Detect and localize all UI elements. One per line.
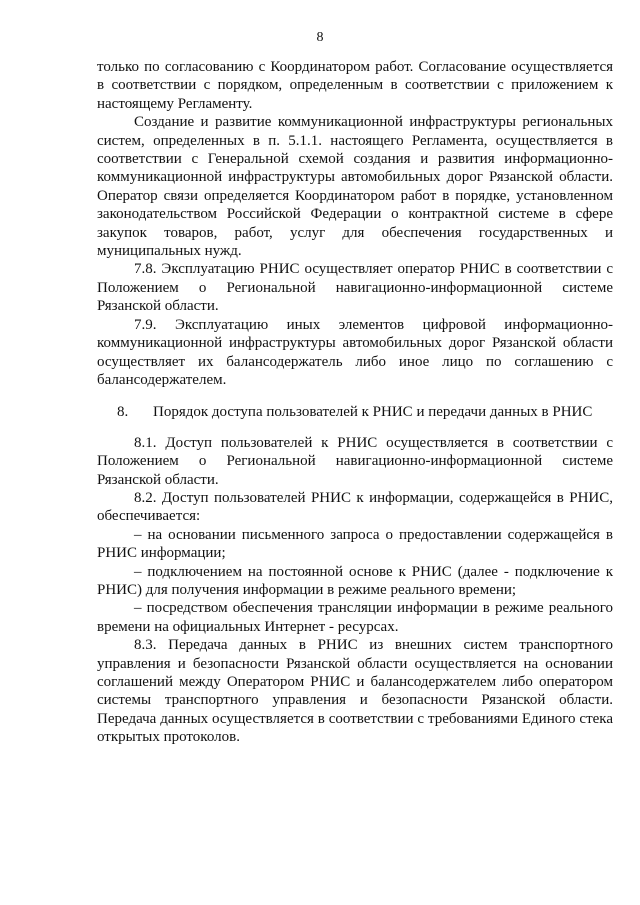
list-item-written-request: – на основании письменного запроса о предоставлении содержащейся в РНИС информации;: [97, 526, 613, 562]
paragraph-continuation: только по согласованию с Координатором работ. Согласование осуществляется в соответствии с порядком, определенным в соответствии с приложением к настоящему Регламенту.: [97, 59, 613, 112]
paragraph-8-2: 8.2. Доступ пользователей РНИС к информации, содержащейся в РНИС, обеспечивается:: [97, 489, 613, 525]
paragraph-8-1: 8.1. Доступ пользователей к РНИС осуществляется в соответствии с Положением о Региональной навигационно-информационной системе Рязанской области.: [97, 434, 613, 488]
page-number: 8: [316, 30, 324, 45]
section-number: 8.: [117, 404, 129, 421]
paragraph-8-3: 8.3. Передача данных в РНИС из внешних систем транспортного управления и безопасности Рязанской области осуществляется на основании соглашений между Оператором РНИС и балансодержателем либо оператором системы транспортного управления и безопасности Рязанской области. Передача данных осуществляется в соответствии с требованиями Единого стека открытых протоколов.: [97, 637, 613, 746]
section-title: Порядок доступа пользователей к РНИС и передачи данных в РНИС: [153, 404, 593, 421]
section-heading: [97, 403, 613, 421]
paragraph-infrastructure: Создание и развитие коммуникационной инфраструктуры региональных систем, определенных в п. 5.1.1. настоящего Регламента, осуществляется в соответствии с Генеральной схемой создания и развития информационно-коммуникационной инфраструктуры автомобильных дорог Рязанской области. Оператор связи определяется Координатором работ в порядке, установленном законодательством Российской Федерации о контрактной системе в сфере закупок товаров, работ, услуг для обеспечения государственных и муниципальных нужд.: [97, 114, 613, 260]
paragraph-7-9: 7.9. Эксплуатацию иных элементов цифровой информационно-коммуникационной инфраструктуры автомобильных дорог Рязанской области осуществляет их балансодержатель либо иное лицо по соглашению с балансодержателем.: [97, 316, 613, 388]
list-item-internet-broadcast: – посредством обеспечения трансляции информации в режиме реального времени на официальных Интернет - ресурсах.: [97, 600, 613, 635]
paragraph-7-8: 7.8. Эксплуатацию РНИС осуществляет оператор РНИС в соответствии с Положением о Региональной навигационно-информационной системе Рязанской области.: [97, 261, 613, 315]
document-body: [97, 58, 613, 747]
list-item-permanent-connection: – подключением на постоянной основе к РНИС (далее - подключение к РНИС) для получения информации в режиме реального времени;: [97, 563, 613, 598]
